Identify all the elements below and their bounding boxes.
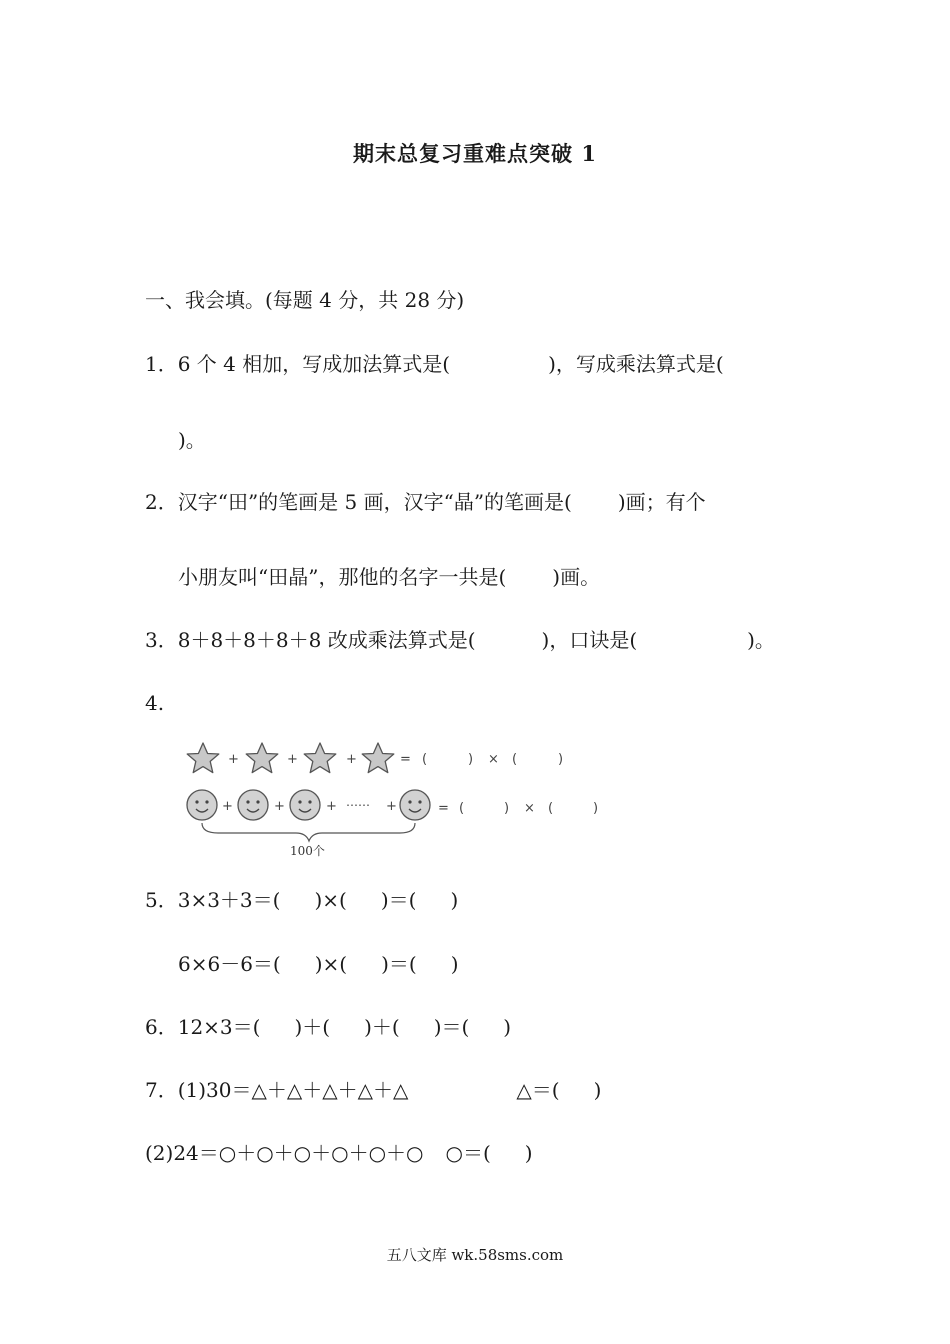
question-4-number: 4. [145,691,165,715]
plus-sign: + [287,752,298,767]
star-icon [304,743,336,773]
right-paren: ) [468,752,474,767]
q2-text-c: 小朋友叫“田晶”，那他的名字一共是( [178,565,507,589]
right-paren: ) [558,752,564,767]
equals-sign: = [438,801,449,816]
q6-text-d: )＝( [433,1015,470,1039]
times-sign: × [524,801,535,816]
plus-sign: + [326,799,337,814]
left-paren: ( [512,752,518,767]
smiley-icon [187,790,217,820]
q5-text-h: ) [450,952,459,976]
left-paren: ( [548,801,554,816]
right-paren: ) [504,801,510,816]
section-heading: 一、我会填。(每题 4 分，共 28 分) [145,288,465,312]
q7-text-d: (2)24＝○＋○＋○＋○＋○＋○ [145,1141,424,1165]
q1-text-c: )。 [178,428,206,452]
question-6 [145,1015,511,1039]
q5-text-c: )＝( [380,888,417,912]
ellipsis: …… [346,795,370,809]
q5-text-e: 6×6－6＝( [178,952,281,976]
curly-brace [202,823,415,841]
right-paren: ) [593,801,599,816]
q3-text-a: 3．8＋8＋8＋8＋8 改成乘法算式是( [145,628,476,652]
question-7-line-2 [145,1141,533,1165]
question-1-line-1 [145,352,724,376]
q3-text-c: )。 [747,628,775,652]
q5-text-f: )×( [314,952,348,976]
smiley-icon [290,790,320,820]
q2-text-d: )画。 [552,565,601,589]
q1-text-b: )，写成乘法算式是( [548,352,724,376]
question-5-line-2 [178,952,459,976]
question-2-line-1 [145,490,706,514]
left-paren: ( [422,752,428,767]
star-icon [187,743,219,773]
q7-text-a: 7．(1)30＝△＋△＋△＋△＋△ [145,1078,409,1102]
star-icon [246,743,278,773]
plus-sign: + [228,752,239,767]
question-3 [145,628,775,652]
star-icon [362,743,394,773]
q3-text-b: )，口诀是( [541,628,638,652]
plus-sign: + [222,799,233,814]
count-label: 100个 [290,844,325,858]
q5-text-b: )×( [314,888,347,912]
question-2-line-2 [178,565,600,589]
page-title: 期末总复习重难点突破 1 [353,141,597,166]
q7-text-b: △＝( [516,1078,560,1102]
q7-text-f: ) [524,1141,533,1165]
times-sign: × [488,752,499,767]
q2-text-b: )画；有个 [617,490,706,514]
smiley-icon [400,790,430,820]
q5-text-g: )＝( [381,952,417,976]
plus-sign: + [346,752,357,767]
q5-text-a: 5．3×3＋3＝( [145,888,281,912]
q2-text-a: 2．汉字“田”的笔画是 5 画，汉字“晶”的笔画是( [145,490,572,514]
q6-text-e: ) [503,1015,512,1039]
plus-sign: + [386,799,397,814]
q1-text-a: 1．6 个 4 相加，写成加法算式是( [145,352,451,376]
equals-sign: = [400,752,411,767]
star-smiley-figure [178,733,628,861]
question-5-line-1 [145,888,458,912]
left-paren: ( [459,801,465,816]
q7-text-c: ) [593,1078,602,1102]
q6-text-c: )＋( [364,1015,400,1039]
q6-text-b: )＋( [294,1015,331,1039]
q6-text-a: 6．12×3＝( [145,1015,261,1039]
plus-sign: + [274,799,285,814]
footer-watermark: 五八文库 wk.58sms.com [386,1246,564,1264]
question-7-line-1 [145,1078,601,1102]
q5-text-d: ) [450,888,459,912]
q7-text-e: ○＝( [445,1141,491,1165]
smiley-icon [238,790,268,820]
